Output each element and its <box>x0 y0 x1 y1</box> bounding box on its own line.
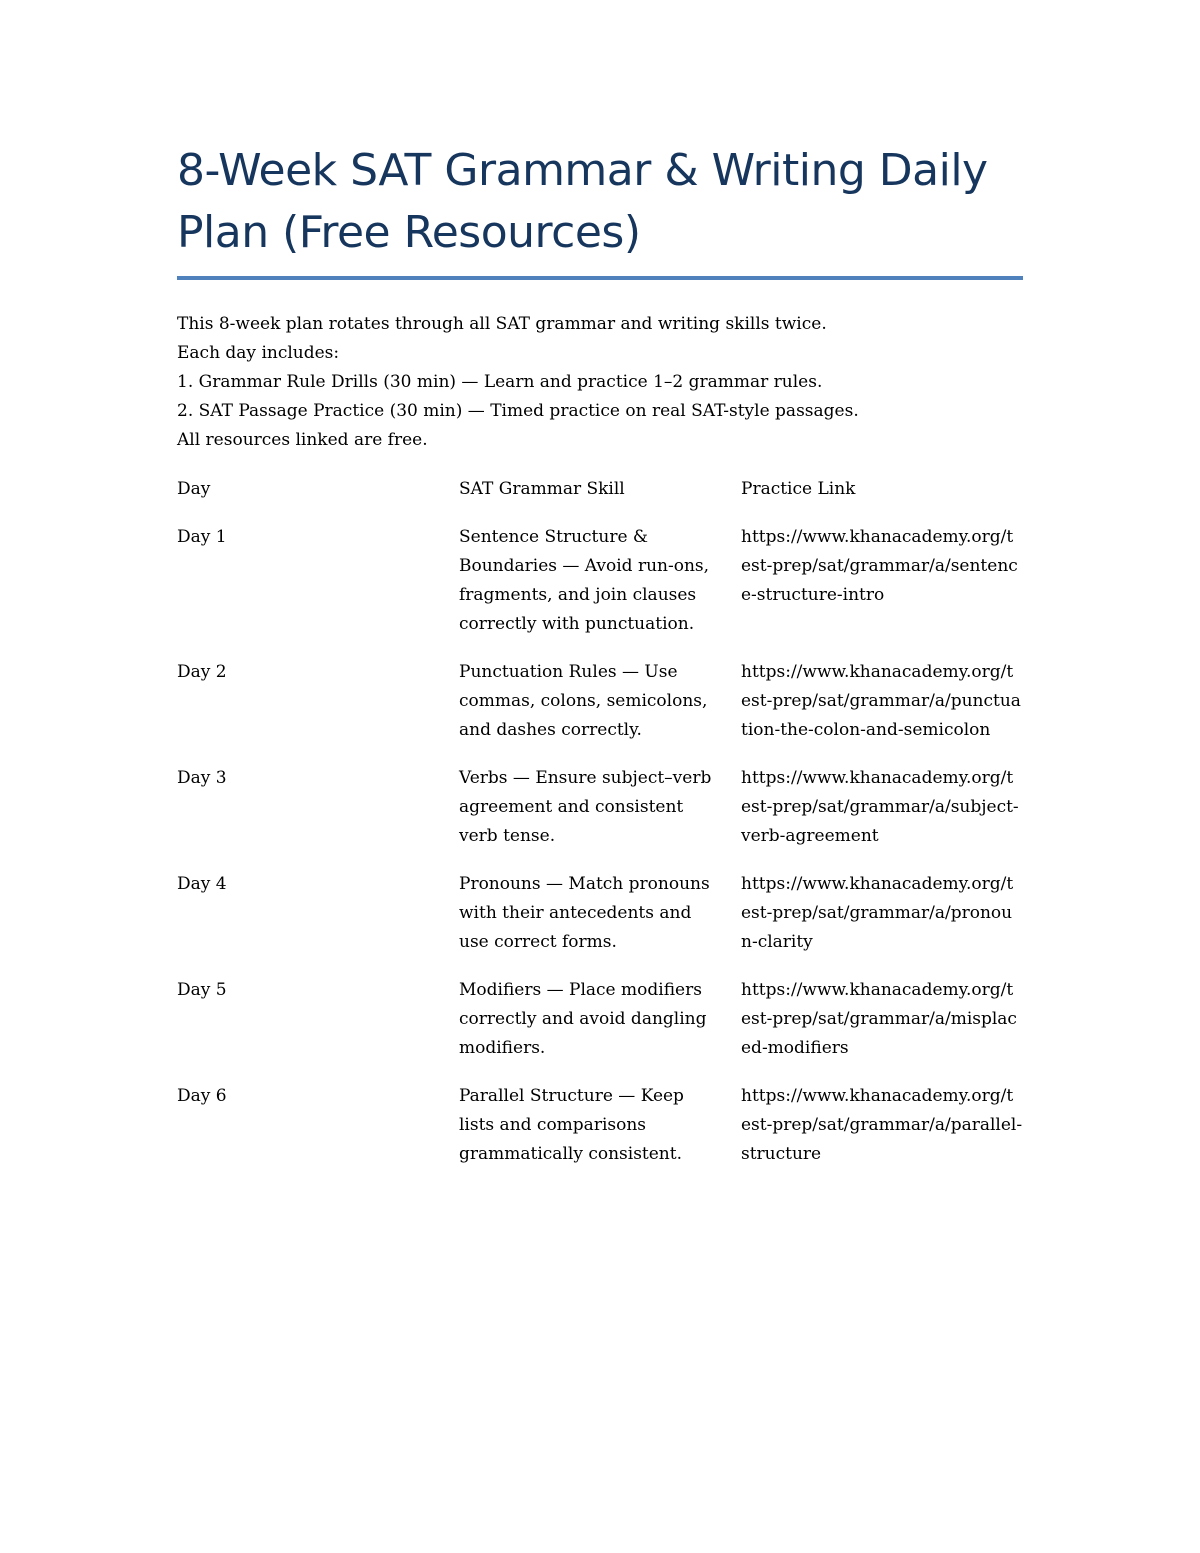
header-link: Practice Link <box>741 479 856 499</box>
plan-table <box>177 475 1023 1169</box>
table-row <box>177 976 1023 1063</box>
practice-link[interactable]: https://www.khanacademy.org/test-prep/sat/grammar/a/parallel-structure <box>741 1086 1023 1164</box>
skill-cell: Verbs — Ensure subject–verb agreement and consistent verb tense. <box>459 768 712 846</box>
document-page <box>177 140 1023 1188</box>
skill-cell: Punctuation Rules — Use commas, colons, semicolons, and dashes correctly. <box>459 662 708 740</box>
practice-link[interactable]: https://www.khanacademy.org/test-prep/sat/grammar/a/punctuation-the-colon-and-semicolon <box>741 662 1021 740</box>
intro-line: Each day includes: <box>177 343 340 363</box>
table-row <box>177 764 1023 851</box>
table-row <box>177 1082 1023 1169</box>
title-divider <box>177 276 1023 280</box>
table-row <box>177 870 1023 957</box>
day-cell: Day 6 <box>177 1086 227 1106</box>
day-cell: Day 2 <box>177 662 227 682</box>
title-line-2: Plan (Free Resources) <box>177 207 641 258</box>
practice-link[interactable]: https://www.khanacademy.org/test-prep/sat/grammar/a/sentence-structure-intro <box>741 527 1018 605</box>
header-skill: SAT Grammar Skill <box>459 479 625 499</box>
header-day: Day <box>177 479 211 499</box>
day-cell: Day 4 <box>177 874 227 894</box>
intro-line: 1. Grammar Rule Drills (30 min) — Learn and practice 1–2 grammar rules. <box>177 372 823 392</box>
skill-cell: Parallel Structure — Keep lists and comparisons grammatically consistent. <box>459 1086 684 1164</box>
table-header-row <box>177 475 1023 504</box>
table-row <box>177 523 1023 639</box>
intro-line: All resources linked are free. <box>177 430 428 450</box>
day-cell: Day 1 <box>177 527 227 547</box>
practice-link[interactable]: https://www.khanacademy.org/test-prep/sat/grammar/a/subject-verb-agreement <box>741 768 1019 846</box>
skill-cell: Modifiers — Place modifiers correctly and avoid dangling modifiers. <box>459 980 707 1058</box>
day-cell: Day 3 <box>177 768 227 788</box>
practice-link[interactable]: https://www.khanacademy.org/test-prep/sat/grammar/a/pronoun-clarity <box>741 874 1014 952</box>
skill-cell: Sentence Structure & Boundaries — Avoid run-ons, fragments, and join clauses correctly with punctuation. <box>459 527 710 634</box>
table-row <box>177 658 1023 745</box>
intro-paragraph <box>177 310 1023 455</box>
document-title <box>177 140 1023 264</box>
intro-line: 2. SAT Passage Practice (30 min) — Timed practice on real SAT-style passages. <box>177 401 859 421</box>
day-cell: Day 5 <box>177 980 227 1000</box>
skill-cell: Pronouns — Match pronouns with their antecedents and use correct forms. <box>459 874 710 952</box>
practice-link[interactable]: https://www.khanacademy.org/test-prep/sat/grammar/a/misplaced-modifiers <box>741 980 1017 1058</box>
intro-line: This 8-week plan rotates through all SAT grammar and writing skills twice. <box>177 314 827 334</box>
title-line-1: 8-Week SAT Grammar & Writing Daily <box>177 145 988 196</box>
